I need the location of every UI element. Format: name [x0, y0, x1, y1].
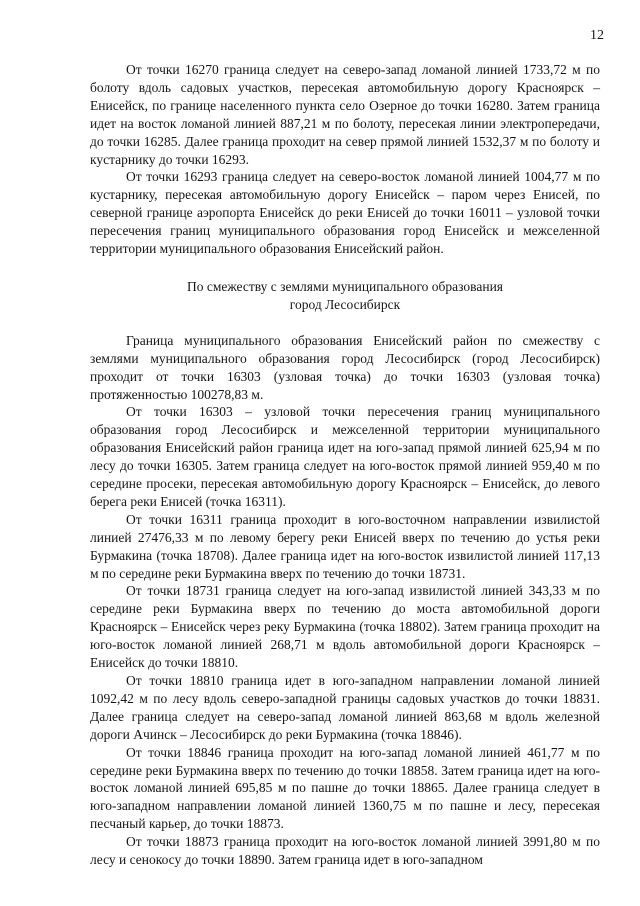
page-number: 12 — [590, 28, 604, 43]
document-body — [90, 61, 600, 869]
section-heading-line: город Лесосибирск — [289, 296, 401, 312]
paragraph: От точки 18810 граница идет в юго-западном направлении ломаной линией 1092,42 м по лесу вдоль северо-западной границы садовых участков до точки 18831. Далее граница следует на северо-запад ломаной линией 863,68 м вдоль железной дороги Ачинск – Лесосибирск до реки Бурмакина (точка 18846). — [90, 673, 600, 742]
section-heading-line: По смежеству с землями муниципального образования — [186, 278, 504, 294]
paragraph: От точки 18846 граница проходит на юго-запад ломаной линией 461,77 м по середине реки Бурмакина вверх по течению до точки 18858. Затем граница идет на юго-восток ломаной линией 695,85 м по пашне до точки 18865. Далее граница следует в юго-западном направлении ломаной линией 1360,75 м по пашне и лесу, пересекая песчаный карьер, до точки 18873. — [90, 744, 600, 832]
paragraph: Граница муниципального образования Енисейский район по смежеству с землями муниципального образования город Лесосибирск (город Лесосибирск) проходит от точки 16303 (узловая точка) до точки 16303 (узловая точка) протяженностью 100278,83 м. — [90, 332, 600, 402]
paragraph: От точки 18731 граница следует на юго-запад извилистой линией 343,33 м по середине реки Бурмакина вверх по течению до моста автомобильной дороги Красноярск – Енисейск через реку Бурмакина (точка 18802). Затем граница проходит на юго-восток ломаной линией 268,71 м вдоль автомобильной дороги Красноярск – Енисейск до точки 18810. — [90, 583, 600, 671]
paragraph: От точки 16311 граница проходит в юго-восточном направлении извилистой линией 27476,33 м по левому берегу реки Енисей вверх по течению до устья реки Бурмакина (точка 18708). Далее граница идет на юго-восток извилистой линией 117,13 м по середине реки Бурмакина вверх по течению до точки 18731. — [90, 511, 600, 581]
section-heading — [90, 278, 600, 314]
paragraph: От точки 18873 граница проходит на юго-восток ломаной линией 3991,80 м по лесу и сенокосу до точки 18890. Затем граница идет в юго-западном — [90, 834, 600, 868]
paragraph: От точки 16293 граница следует на северо-восток ломаной линией 1004,77 м по кустарнику, пересекая автомобильную дорогу Енисейск – паром через Енисей, по северной границе аэропорта Енисейск до реки Енисей до точки 16011 – узловой точки пересечения границ муниципального образования город Енисейск и межселенной территории муниципального образования Енисейский район. — [90, 169, 600, 257]
paragraph: От точки 16270 граница следует на северо-запад ломаной линией 1733,72 м по болоту вдоль садовых участков, пересекая автомобильную дорогу Красноярск – Енисейск, по границе населенного пункта село Озерное до точки 16280. Затем граница идет на восток ломаной линией 887,21 м по болоту, пересекая линии электропередачи, до точки 16285. Далее граница проходит на север прямой линией 1532,37 м по болоту и кустарнику до точки 16293. — [90, 62, 600, 167]
paragraph: От точки 16303 – узловой точки пересечения границ муниципального образования город Лесосибирск и межселенной территории муниципального образования Енисейский район граница идет на юго-запад прямой линией 625,94 м по лесу до точки 16305. Затем граница следует на юго-восток прямой линией 959,40 м по середине просеки, пересекая автомобильную дорогу Красноярск – Енисейск, до левого берега реки Енисей (точка 16311). — [90, 404, 600, 509]
